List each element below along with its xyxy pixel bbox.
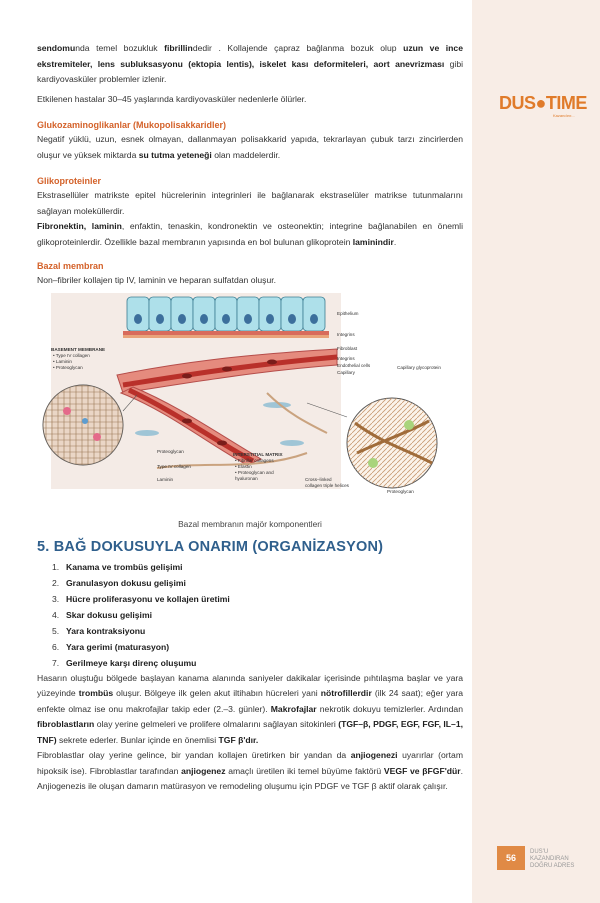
page-sidebar <box>472 0 600 903</box>
label-bm-2: • Laminin <box>53 358 72 364</box>
section-5-paragraph-2: Fibroblastlar olay yerine gelince, bir yandan kollajen üretirken bir yandan da anjiogenezi uyarırlar (ortam hipoksik ise). Fibroblastlar tarafından anjiogenez amaçlı üretilen iki temel büyüme faktörü VEGF ve βFGF'dür. Anjiogenezis ile oluşan damarın matürasyon ve remodeling oluşumu için PDGF ve TGF β aktif olarak çalışır. <box>37 750 463 791</box>
interstitial-matrix-zoom <box>347 398 437 488</box>
label-bm-1: • Type IV collagen <box>53 352 90 358</box>
list-item: 3. Hücre proliferasyonu ve kollajen üretimi <box>52 593 230 604</box>
label-proteoglycan-2: Proteoglycan <box>387 488 414 494</box>
label-crosslinked-2: collagen triple helices <box>305 482 349 488</box>
bazal-heading: Bazal membran <box>37 261 104 271</box>
label-fibroblast: Fibroblast <box>337 345 358 351</box>
section-5-heading: 5. BAĞ DOKUSUYLA ONARIM (ORGANİZASYON) <box>37 538 384 555</box>
list-item: 2. Granulasyon dokusu gelişimi <box>52 577 186 588</box>
list-item: 7. Gerilmeye karşı direnç oluşumu <box>52 657 197 668</box>
logo-time: TIME <box>545 93 587 113</box>
section-5-paragraph-1: Hasarın oluştuğu bölgede başlayan kanama alanında saniyeler dakikalar içerisinde pıhtılaşma başlar ve yara yüzeyinde trombüs oluşur. Bölgeye ilk gelen akut iltihabın hücreleri yani nötrofillerdir (ilk 24 saat); eğer yara enfekte olmaz ise onu makrofajlar takip eder (2.–3. günler). Makrofajlar nekrotik dokuyu temizlerler. Ardından fibroblastların olay yerine gelmeleri ve prolifere olmalarını sağlayan sitokinleri (TGF–β, PDGF, EGF, FGF, IL–1, TNF) sekrete ederler. Bunlar içinde en önemlisi TGF β'dır. <box>37 672 463 745</box>
repair-steps-list <box>52 559 463 671</box>
logo-tagline: Kazandırır... <box>553 113 575 118</box>
intro-paragraph-2: Etkilenen hastalar 30–45 yaşlarında kardiyovasküler nedenlerle ölürler. <box>37 93 307 104</box>
tooth-icon: ● <box>535 93 546 113</box>
bazal-paragraph: Non–fibriler kollajen tip IV, laminin ve heparan sulfatdan oluşur. <box>37 275 277 285</box>
label-integrins-1: Integrins <box>337 331 355 337</box>
brand-logo <box>499 93 591 123</box>
label-im-title: INTERSTITIAL MATRIX <box>233 451 283 457</box>
label-bm-title: BASEMENT MEMBRANE <box>51 346 106 352</box>
label-im-3: • Proteoglycan and <box>235 469 274 475</box>
label-im-4: hyaluronan <box>235 475 258 481</box>
basement-membrane-figure <box>37 293 463 513</box>
list-item: 4. Skar dokusu gelişimi <box>52 609 152 620</box>
gag-heading: Glukozaminoglikanlar (Mukopolisakkaridler) <box>37 120 227 130</box>
label-endothelial: Endothelial cells <box>337 362 371 368</box>
logo-dus: DUS <box>499 93 536 113</box>
label-proteoglycan: Proteoglycan <box>157 448 184 454</box>
list-item: 1. Kanama ve trombüs gelişimi <box>52 561 183 572</box>
label-crosslinked-1: Cross–linked <box>305 476 332 482</box>
basement-membrane-zoom <box>43 385 123 465</box>
label-type4: Type IV collagen <box>157 463 191 469</box>
page-number: 56 <box>497 846 525 870</box>
basement-membrane-illustration <box>37 293 463 513</box>
glyco-paragraph-1: Ekstrasellüler matrikste epitel hücrelerinin integrinleri ile bağlanarak ekstraselüler matrikse tutunmalarını sağlayan moleküllerdir. <box>37 190 463 216</box>
label-epithelium: Epithelium <box>337 310 359 316</box>
label-capillary: Capillary <box>337 369 355 375</box>
footer-slogan: DUS'U KAZANDIRAN DOĞRU ADRES <box>530 849 575 869</box>
label-im-2: • Elastin <box>235 463 252 469</box>
glyco-heading: Glikoproteinler <box>37 176 102 186</box>
label-im-1: • Fibrillar collagens <box>235 457 274 463</box>
list-item: 6. Yara gerimi (maturasyon) <box>52 641 170 652</box>
intro-paragraph-1: sendomunda temel bozukluk fibrillindedir . Kollajende çapraz bağlanma bozuk olup uzun ve ince ekstremiteler, lens subluksasyonu (ektopia lentis), iskelet kası deformiteleri, aort anevrizması gibi kardiyovasküler problemler izlenir. <box>37 43 464 84</box>
main-content <box>37 41 463 795</box>
list-item: 5. Yara kontraksiyonu <box>52 625 146 636</box>
label-capillary-glyco: Capillary glycoprotein <box>397 364 441 370</box>
label-integrins-2: Integrins <box>337 355 355 361</box>
label-bm-3: • Proteoglycan <box>53 364 83 370</box>
gag-paragraph: Negatif yüklü, uzun, esnek olmayan, dallanmayan polisakkarid yapıda, tekrarlayan çubuk tarzı zincirlerden oluşur ve yüksek miktarda su tutma yeteneği olan maddelerdir. <box>37 134 463 160</box>
epithelium-cells <box>127 297 325 331</box>
figure-caption: Bazal membranın majör komponentleri <box>178 518 322 529</box>
label-laminin: Laminin <box>157 476 174 482</box>
glyco-paragraph-2: Fibronektin, laminin, enfaktin, tenaskin, kondronektin ve osteonektin; integrine bağlanabilen en önemli glikoproteinlerdir. Özellikle bazal membranın yapısında en bol bulunan glikoprotein laminindir. <box>37 221 463 247</box>
